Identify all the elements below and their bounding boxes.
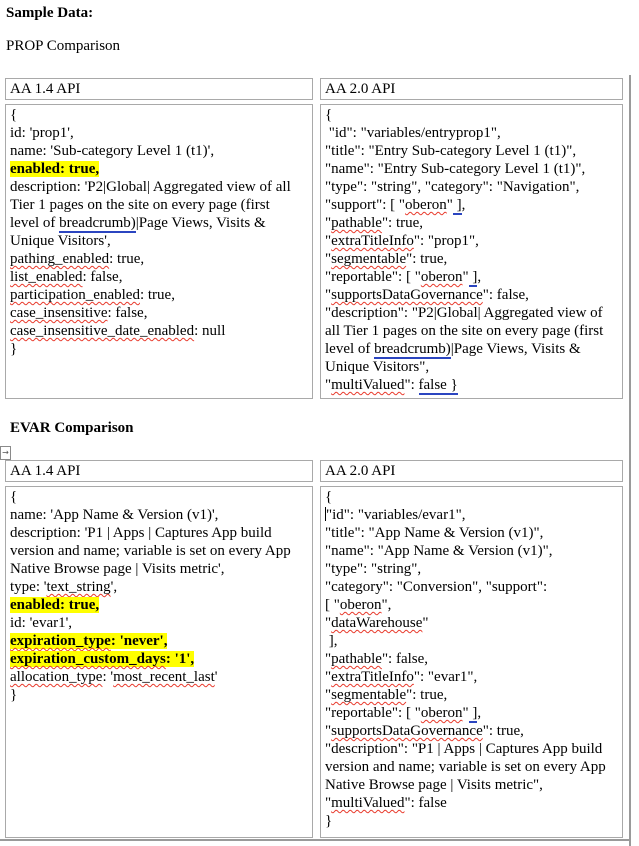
code-line[interactable]: expiration_type: 'never', [10,633,168,649]
code-line[interactable]: level of breadcrumb)|Page Views, Visits & [10,215,266,231]
table-move-handle-icon[interactable]: → [0,446,11,460]
code-line[interactable]: "name": "App Name & Version (v1)", [325,543,553,559]
prop-table-header-aa14[interactable]: AA 1.4 API [5,78,313,100]
pane-bottom-border [0,839,631,841]
code-line[interactable]: "extraTitleInfo": "evar1", [325,669,478,685]
code-line[interactable]: pathing_enabled: true, [10,251,145,267]
code-line[interactable]: "type": "string", "category": "Navigation", [325,179,580,195]
code-line[interactable]: "pathable": false, [325,651,429,667]
code-line[interactable]: "segmentable": true, [325,251,448,267]
prop-comparison-heading[interactable]: PROP Comparison [6,38,121,54]
code-line[interactable]: "id": "variables/evar1", [326,507,466,523]
code-line[interactable]: "title": "Entry Sub-category Level 1 (t1)", [325,143,577,159]
code-line[interactable]: { [325,489,333,505]
code-line[interactable]: "segmentable": true, [325,687,448,703]
code-line[interactable]: [ "oberon", [325,597,392,613]
code-line[interactable]: type: 'text_string', [10,579,118,595]
code-line[interactable]: { [10,107,18,123]
code-line[interactable]: name: 'Sub-category Level 1 (t1)', [10,143,215,159]
code-line[interactable]: Unique Visitors", [325,359,430,375]
code-line[interactable]: expiration_custom_days: '1', [10,651,195,667]
code-line[interactable]: Tier 1 pages on the site on every page (first [10,197,270,213]
evar-table-header-aa14[interactable]: AA 1.4 API [5,460,313,482]
code-line[interactable]: { [10,489,18,505]
code-line[interactable]: "type": "string", [325,561,422,577]
code-line[interactable]: enabled: true, [10,597,100,613]
code-line[interactable]: } [325,813,333,829]
prop-table-cell-aa20-code[interactable] [320,104,623,399]
code-line[interactable]: allocation_type: 'most_recent_last' [10,669,218,685]
evar-comparison-heading[interactable]: EVAR Comparison [10,420,134,436]
code-line[interactable]: level of breadcrumb)|Page Views, Visits & [325,341,581,357]
evar-table-cell-aa14-code[interactable] [5,486,313,838]
code-line[interactable]: "dataWarehouse" [325,615,429,631]
prop-table-cell-aa14-code[interactable] [5,104,313,399]
code-line[interactable]: participation_enabled: true, [10,287,175,303]
code-line[interactable]: ], [325,633,338,649]
code-line[interactable]: } [10,341,18,357]
pane-right-border [629,75,631,846]
code-line[interactable]: description: 'P2|Global| Aggregated view of all [10,179,291,195]
page-title[interactable]: Sample Data: [6,5,94,21]
code-line[interactable]: name: 'App Name & Version (v1)', [10,507,219,523]
code-line[interactable]: { [325,107,333,123]
code-line[interactable]: "name": "Entry Sub-category Level 1 (t1)", [325,161,586,177]
code-line[interactable]: version and name; variable is set on every App [325,759,606,775]
code-line[interactable]: Native Browse page | Visits metric', [10,561,225,577]
prop-table-header-aa20[interactable]: AA 2.0 API [320,78,623,100]
code-line[interactable]: "pathable": true, [325,215,424,231]
code-line[interactable]: "multiValued": false [325,795,447,811]
evar-table-header-aa20[interactable]: AA 2.0 API [320,460,623,482]
code-line[interactable]: version and name; variable is set on every App [10,543,291,559]
code-line[interactable]: enabled: true, [10,161,100,177]
code-line[interactable]: case_insensitive_date_enabled: null [10,323,226,339]
code-line[interactable]: Native Browse page | Visits metric", [325,777,543,793]
code-line[interactable]: "reportable": [ "oberon" ], [325,269,482,285]
code-line[interactable]: "supportsDataGovernance": true, [325,723,524,739]
evar-table-cell-aa20-code[interactable] [320,486,623,838]
code-line[interactable]: "title": "App Name & Version (v1)", [325,525,544,541]
code-line[interactable]: "category": "Conversion", "support": [325,579,548,595]
code-line[interactable]: "id": "variables/entryprop1", [325,125,501,141]
code-line[interactable]: "reportable": [ "oberon" ], [325,705,482,721]
code-line[interactable]: "supportsDataGovernance": false, [325,287,529,303]
code-line[interactable]: all Tier 1 pages on the site on every page (first [325,323,604,339]
code-line[interactable]: id: 'evar1', [10,615,73,631]
code-line[interactable]: case_insensitive: false, [10,305,148,321]
code-line[interactable]: "description": "P2|Global| Aggregated view of [325,305,603,321]
code-line[interactable]: Unique Visitors', [10,233,111,249]
code-line[interactable]: } [10,687,18,703]
code-line[interactable]: list_enabled: false, [10,269,123,285]
code-line[interactable]: description: 'P1 | Apps | Captures App build [10,525,272,541]
code-line[interactable]: "multiValued": false } [325,377,458,393]
code-line[interactable]: "description": "P1 | Apps | Captures App build [325,741,603,757]
code-line[interactable]: id: 'prop1', [10,125,74,141]
code-line[interactable]: "support": [ "oberon" ], [325,197,466,213]
code-line[interactable]: "extraTitleInfo": "prop1", [325,233,479,249]
